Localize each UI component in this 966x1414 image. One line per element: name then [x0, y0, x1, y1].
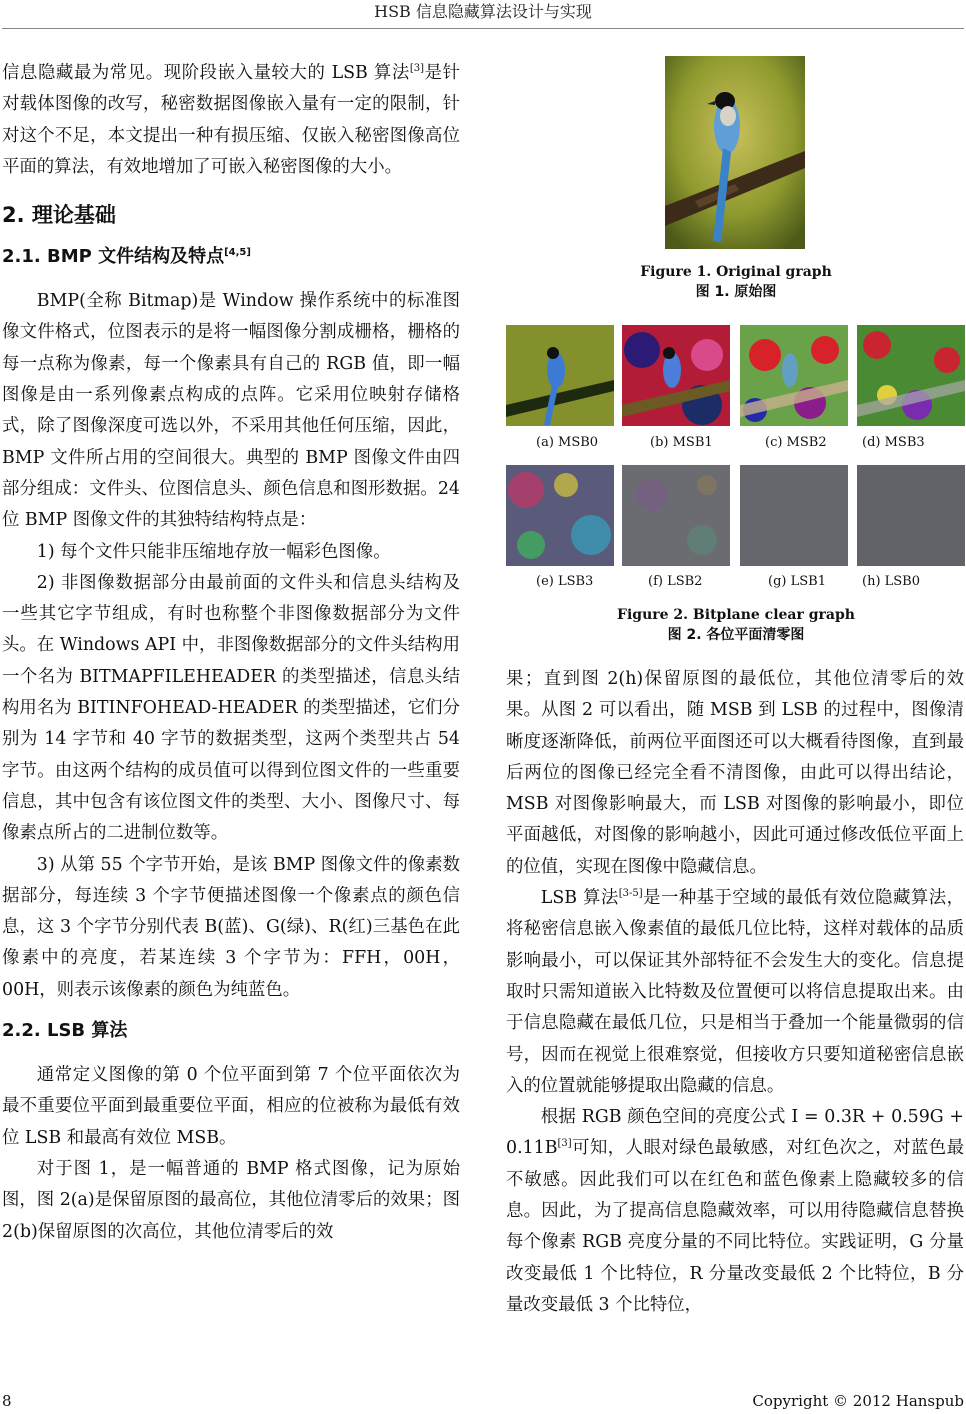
citation-3: [3]: [409, 63, 425, 75]
right-column: [506, 664, 964, 1321]
bitplane-lsb3-image: [506, 465, 614, 566]
bmp-paragraph: BMP(全称 Bitmap)是 Window 操作系统中的标准图像文件格式，位图表示的是将一幅图像分割成栅格，栅格的每一点称为像素，每一个像素具有自己的 RGB 值，即一幅图像是由一系列像素点构成的点阵。它采用位映射存储格式，除了图像深度可选以外，不采用其他任何压缩，因此，BMP 文件所占用的空间很大。典型的 BMP 图像文件由四部分组成：文件头、位图信息头、颜色信息和图形数据。24 位 BMP 图像文件的其独特结构特点是：: [2, 291, 460, 531]
figure-1-original-bird-image: [665, 56, 805, 249]
bitplane-label-a: (a) MSB0: [536, 435, 599, 450]
citation-4-5: [4,5]: [224, 247, 251, 259]
intro-text-a: 信息隐藏最为常见。现阶段嵌入量较大的 LSB 算法: [2, 63, 410, 83]
figure-2-caption: [506, 605, 966, 645]
bitplane-label-f: (f) LSB2: [648, 574, 703, 589]
bitplane-label-e: (e) LSB3: [536, 574, 594, 589]
lsb-text-b: 是一种基于空域的最低有效位隐藏算法，将秘密信息嵌入像素值的最低几位比特，这样对载体的品质影响最小，可以保证其外部特征不会发生大的变化。信息提取时只需知道嵌入比特数及位置便可以将信息提取出来。由于信息隐藏在最低几位，只是相当于叠加一个能量微弱的信号，因而在视觉上很难察觉，但接收方只要知道秘密信息嵌入的位置就能够提取出隐藏的信息。: [506, 888, 964, 1096]
figure-1-caption-en: Figure 1. Original graph: [640, 264, 832, 280]
bitplane-msb3-image: [857, 325, 965, 426]
figure-1-caption: [506, 262, 966, 302]
lsb-algorithm-paragraph: [506, 883, 964, 1102]
bitplane-label-c: (c) MSB2: [765, 435, 827, 450]
bitplane-msb0-image: [506, 325, 614, 426]
lsb-text-a: LSB 算法: [540, 888, 619, 909]
list-item-3: 3) 从第 55 个字节开始，是该 BMP 图像文件的像素数据部分，每连续 3 个字节便描述图像一个像素点的颜色信息，这 3 个字节分别代表 B(蓝)、G(绿)、R(红)三基色在此像素中的亮度，若某连续 3 个字节为：FFH，00H，00H，则表示该像素的颜色为纯蓝色。: [2, 854, 460, 1000]
bitplane-label-b: (b) MSB1: [650, 435, 713, 450]
running-header: HSB 信息隐藏算法设计与实现: [374, 2, 592, 21]
lsb-paragraph-1: 通常定义图像的第 0 个位平面到第 7 个位平面依次为最不重要位平面到最重要位平面，相应的位被称为最低有效位 LSB 和最高有效位 MSB。: [2, 1065, 460, 1148]
bitplane-label-d: (d) MSB3: [862, 435, 925, 450]
bitplane-lsb1-image: [740, 465, 848, 566]
bitplane-label-g: (g) LSB1: [768, 574, 826, 589]
figure-2-caption-cn: 图 2. 各位平面清零图: [667, 627, 805, 643]
section-2-1-title: 2.1. BMP 文件结构及特点: [2, 246, 225, 268]
figure-2-caption-en: Figure 2. Bitplane clear graph: [617, 607, 855, 623]
rgb-paragraph: [506, 1102, 964, 1321]
rgb-text-b: 可知，人眼对绿色最敏感，对红色次之，对蓝色最不敏感。因此我们可以在红色和蓝色像素上隐藏较多的信息。因此，为了提高信息隐藏效率，可以用待隐藏信息替换每个像素 RGB 亮度分量的不同比特位。实践证明，G 分量改变最低 1 个比特位，R 分量改变最低 2 个比特位，B 分量改变最低 3 个比特位，: [506, 1138, 964, 1315]
bitplane-lsb2-image: [622, 465, 730, 566]
citation-3-5: [3-5]: [618, 888, 643, 900]
continuation-paragraph: 果；直到图 2(h)保留原图的最低位，其他位清零后的效果。从图 2 可以看出，随 MSB 到 LSB 的过程中，图像清晰度逐渐降低，前两位平面图还可以大概看待图像，直到最后两位的图像已经完全看不清图像，由此可以得出结论，MSB 对图像影响最大，而 LSB 对图像的影响最小，即位平面越低，对图像的影响越小，因此可通过修改低位平面上的位值，实现在图像中隐藏信息。: [506, 669, 964, 877]
list-item-2: 2) 非图像数据部分由最前面的文件头和信息头结构及一些其它字节组成，有时也称整个非图像数据部分为文件头。在 Windows API 中，非图像数据部分的文件头结构用一个名为 BITMAPFILEHEADER 的类型描述，信息头结构用名为 BITINFOHEAD-HEADER 的类型描述，它们分别为 14 字节和 40 字节的数据类型，这两个类型共占 54 字节。由这两个结构的成员值可以得到位图文件的一些重要信息，其中包含有该位图文件的类型、大小、图像尺寸、每像素点所占的二进制位数等。: [2, 572, 460, 844]
bitplane-msb2-image: [740, 325, 848, 426]
page-number: 8: [2, 1392, 12, 1410]
left-column: [2, 58, 460, 1248]
list-item-1: 1) 每个文件只能非压缩地存放一幅彩色图像。: [36, 541, 391, 562]
intro-paragraph: [2, 58, 460, 183]
bitplane-msb1-image: [622, 325, 730, 426]
citation-3-rgb: [3]: [557, 1138, 572, 1150]
section-2-1-heading: [2, 246, 460, 268]
section-2-2-heading: 2.2. LSB 算法: [2, 1020, 128, 1042]
lsb-paragraph-2: 对于图 1，是一幅普通的 BMP 格式图像，记为原始图，图 2(a)是保留原图的最高位，其他位清零后的效果；图 2(b)保留原图的次高位，其他位清零后的效: [2, 1158, 460, 1242]
intro-text-b: 是针对载体图像的改写，秘密数据图像嵌入量有一定的限制，针对这个不足，本文提出一种有损压缩、仅嵌入秘密图像高位平面的算法，有效地增加了可嵌入秘密图像的大小。: [2, 63, 460, 177]
figure-1-caption-cn: 图 1. 原始图: [695, 284, 777, 300]
copyright-notice: Copyright © 2012 Hanspub: [752, 1392, 964, 1410]
rgb-text-a: 根据 RGB 颜色空间的亮度公式 I = 0.3R + 0.59G + 0.11B: [506, 1107, 964, 1159]
section-2-heading: 2. 理论基础: [2, 203, 116, 228]
bitplane-lsb0-image: [857, 465, 965, 566]
bitplane-label-h: (h) LSB0: [862, 574, 921, 589]
header-rule: [2, 28, 964, 29]
